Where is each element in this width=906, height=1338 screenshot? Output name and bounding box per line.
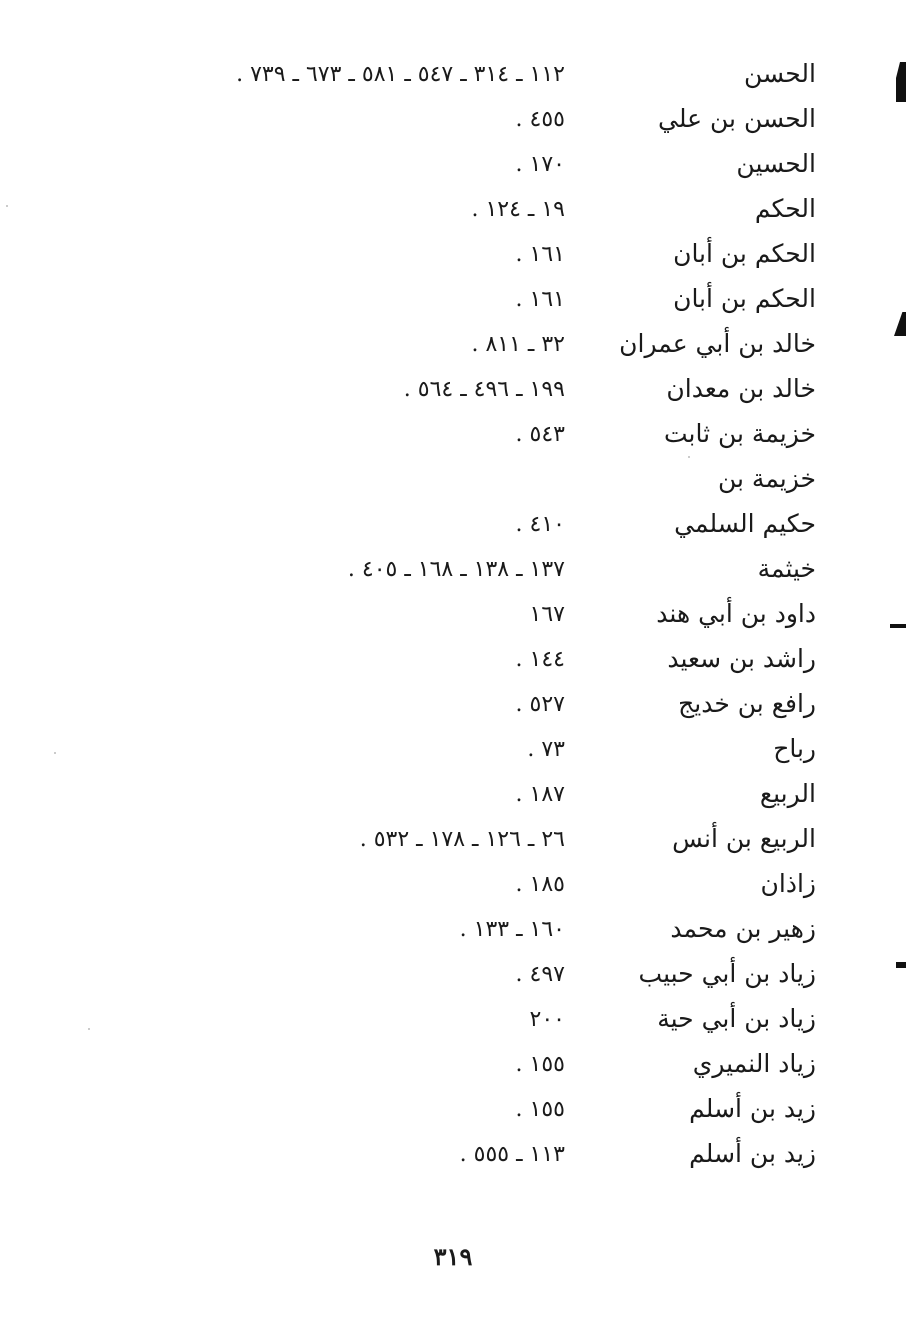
- index-entry: [120, 862, 830, 907]
- entry-name: الحسين: [736, 149, 816, 178]
- entry-pages: ١٣٧ ـ ١٣٨ ـ ١٦٨ ـ ٤٠٥ .: [347, 557, 565, 582]
- scan-speck: [88, 1028, 90, 1030]
- index-entry: [120, 592, 830, 637]
- name-index-list: [120, 52, 830, 1177]
- entry-name: راشد بن سعيد: [667, 644, 816, 673]
- scan-edge-mark: [894, 312, 906, 336]
- entry-name: زاذان: [760, 869, 816, 898]
- index-entry: [120, 52, 830, 97]
- index-entry: [120, 547, 830, 592]
- entry-pages: ٤٩٧ .: [515, 962, 565, 987]
- entry-name: زهير بن محمد: [670, 914, 816, 943]
- index-entry: [120, 97, 830, 142]
- entry-name: خيثمة: [757, 554, 816, 583]
- index-entry: [120, 997, 830, 1042]
- entry-pages: ١٨٧ .: [515, 782, 565, 807]
- entry-pages: ١١٢ ـ ٣١٤ ـ ٥٤٧ ـ ٥٨١ ـ ٦٧٣ ـ ٧٣٩ .: [236, 62, 565, 87]
- entry-name: زيد بن أسلم: [689, 1094, 816, 1123]
- entry-pages: ٢٠٠: [529, 1007, 565, 1032]
- index-entry: [120, 187, 830, 232]
- index-entry: [120, 232, 830, 277]
- entry-name: رافع بن خديج: [678, 689, 816, 718]
- index-entry: [120, 772, 830, 817]
- entry-name: خزيمة بن: [718, 464, 816, 493]
- entry-name: الربيع بن أنس: [672, 824, 816, 853]
- index-entry: [120, 367, 830, 412]
- index-entry: [120, 412, 830, 457]
- index-entry: [120, 502, 830, 547]
- entry-name: الحكم: [754, 194, 816, 223]
- index-entry: [120, 727, 830, 772]
- scan-edge-mark: [896, 62, 906, 102]
- entry-name: داود بن أبي هند: [656, 599, 816, 628]
- entry-name: زياد بن أبي حبيب: [638, 959, 816, 988]
- index-entry: [120, 322, 830, 367]
- entry-pages: ٢٦ ـ ١٢٦ ـ ١٧٨ ـ ٥٣٢ .: [359, 827, 565, 852]
- scan-edge-mark: [890, 624, 906, 628]
- entry-pages: ١٥٥ .: [515, 1052, 565, 1077]
- entry-pages: ١٦١ .: [515, 287, 565, 312]
- page-number: ٣١٩: [433, 1242, 473, 1271]
- index-entry: [120, 682, 830, 727]
- entry-pages: ١٦٠ ـ ١٣٣ .: [459, 917, 565, 942]
- entry-pages: ١٧٠ .: [515, 152, 565, 177]
- entry-pages: ٥٢٧ .: [515, 692, 565, 717]
- entry-pages: ١٦٧: [529, 602, 565, 627]
- entry-name: الحكم بن أبان: [673, 284, 816, 313]
- index-entry: [120, 142, 830, 187]
- entry-name: الحسن بن علي: [658, 104, 816, 133]
- entry-name: الربيع: [759, 779, 816, 808]
- entry-pages: ١٩٩ ـ ٤٩٦ ـ ٥٦٤ .: [403, 377, 565, 402]
- entry-pages: ٤١٠ .: [515, 512, 565, 537]
- index-entry: [120, 457, 830, 502]
- entry-pages: ١٨٥ .: [515, 872, 565, 897]
- index-entry: [120, 637, 830, 682]
- entry-name: زياد النميري: [692, 1049, 816, 1078]
- entry-pages: ١٥٥ .: [515, 1097, 565, 1122]
- entry-name: زياد بن أبي حية: [657, 1004, 816, 1033]
- entry-pages: ١٤٤ .: [515, 647, 565, 672]
- entry-pages: ١٩ ـ ١٢٤ .: [471, 197, 565, 222]
- index-entry: [120, 277, 830, 322]
- entry-name: زيد بن أسلم: [689, 1139, 816, 1168]
- entry-pages: ٣٢ ـ ٨١١ .: [471, 332, 565, 357]
- scan-speck: [54, 752, 56, 754]
- entry-name: حكيم السلمي: [674, 509, 816, 538]
- entry-name: الحسن: [743, 59, 816, 88]
- scan-edge-mark: [896, 962, 906, 968]
- index-entry: [120, 1132, 830, 1177]
- entry-name: خزيمة بن ثابت: [663, 419, 816, 448]
- entry-pages: ١٦١ .: [515, 242, 565, 267]
- entry-pages: ٤٥٥ .: [515, 107, 565, 132]
- index-entry: [120, 1087, 830, 1132]
- index-entry: [120, 817, 830, 862]
- entry-name: خالد بن معدان: [666, 374, 816, 403]
- entry-name: الحكم بن أبان: [673, 239, 816, 268]
- entry-name: خالد بن أبي عمران: [619, 329, 816, 358]
- entry-pages: ٥٤٣ .: [515, 422, 565, 447]
- scan-speck: [6, 205, 8, 207]
- index-entry: [120, 1042, 830, 1087]
- index-entry: [120, 952, 830, 997]
- index-entry: [120, 907, 830, 952]
- entry-pages: ١١٣ ـ ٥٥٥ .: [459, 1142, 565, 1167]
- entry-name: رباح: [773, 734, 816, 763]
- entry-pages: ٧٣ .: [527, 737, 565, 762]
